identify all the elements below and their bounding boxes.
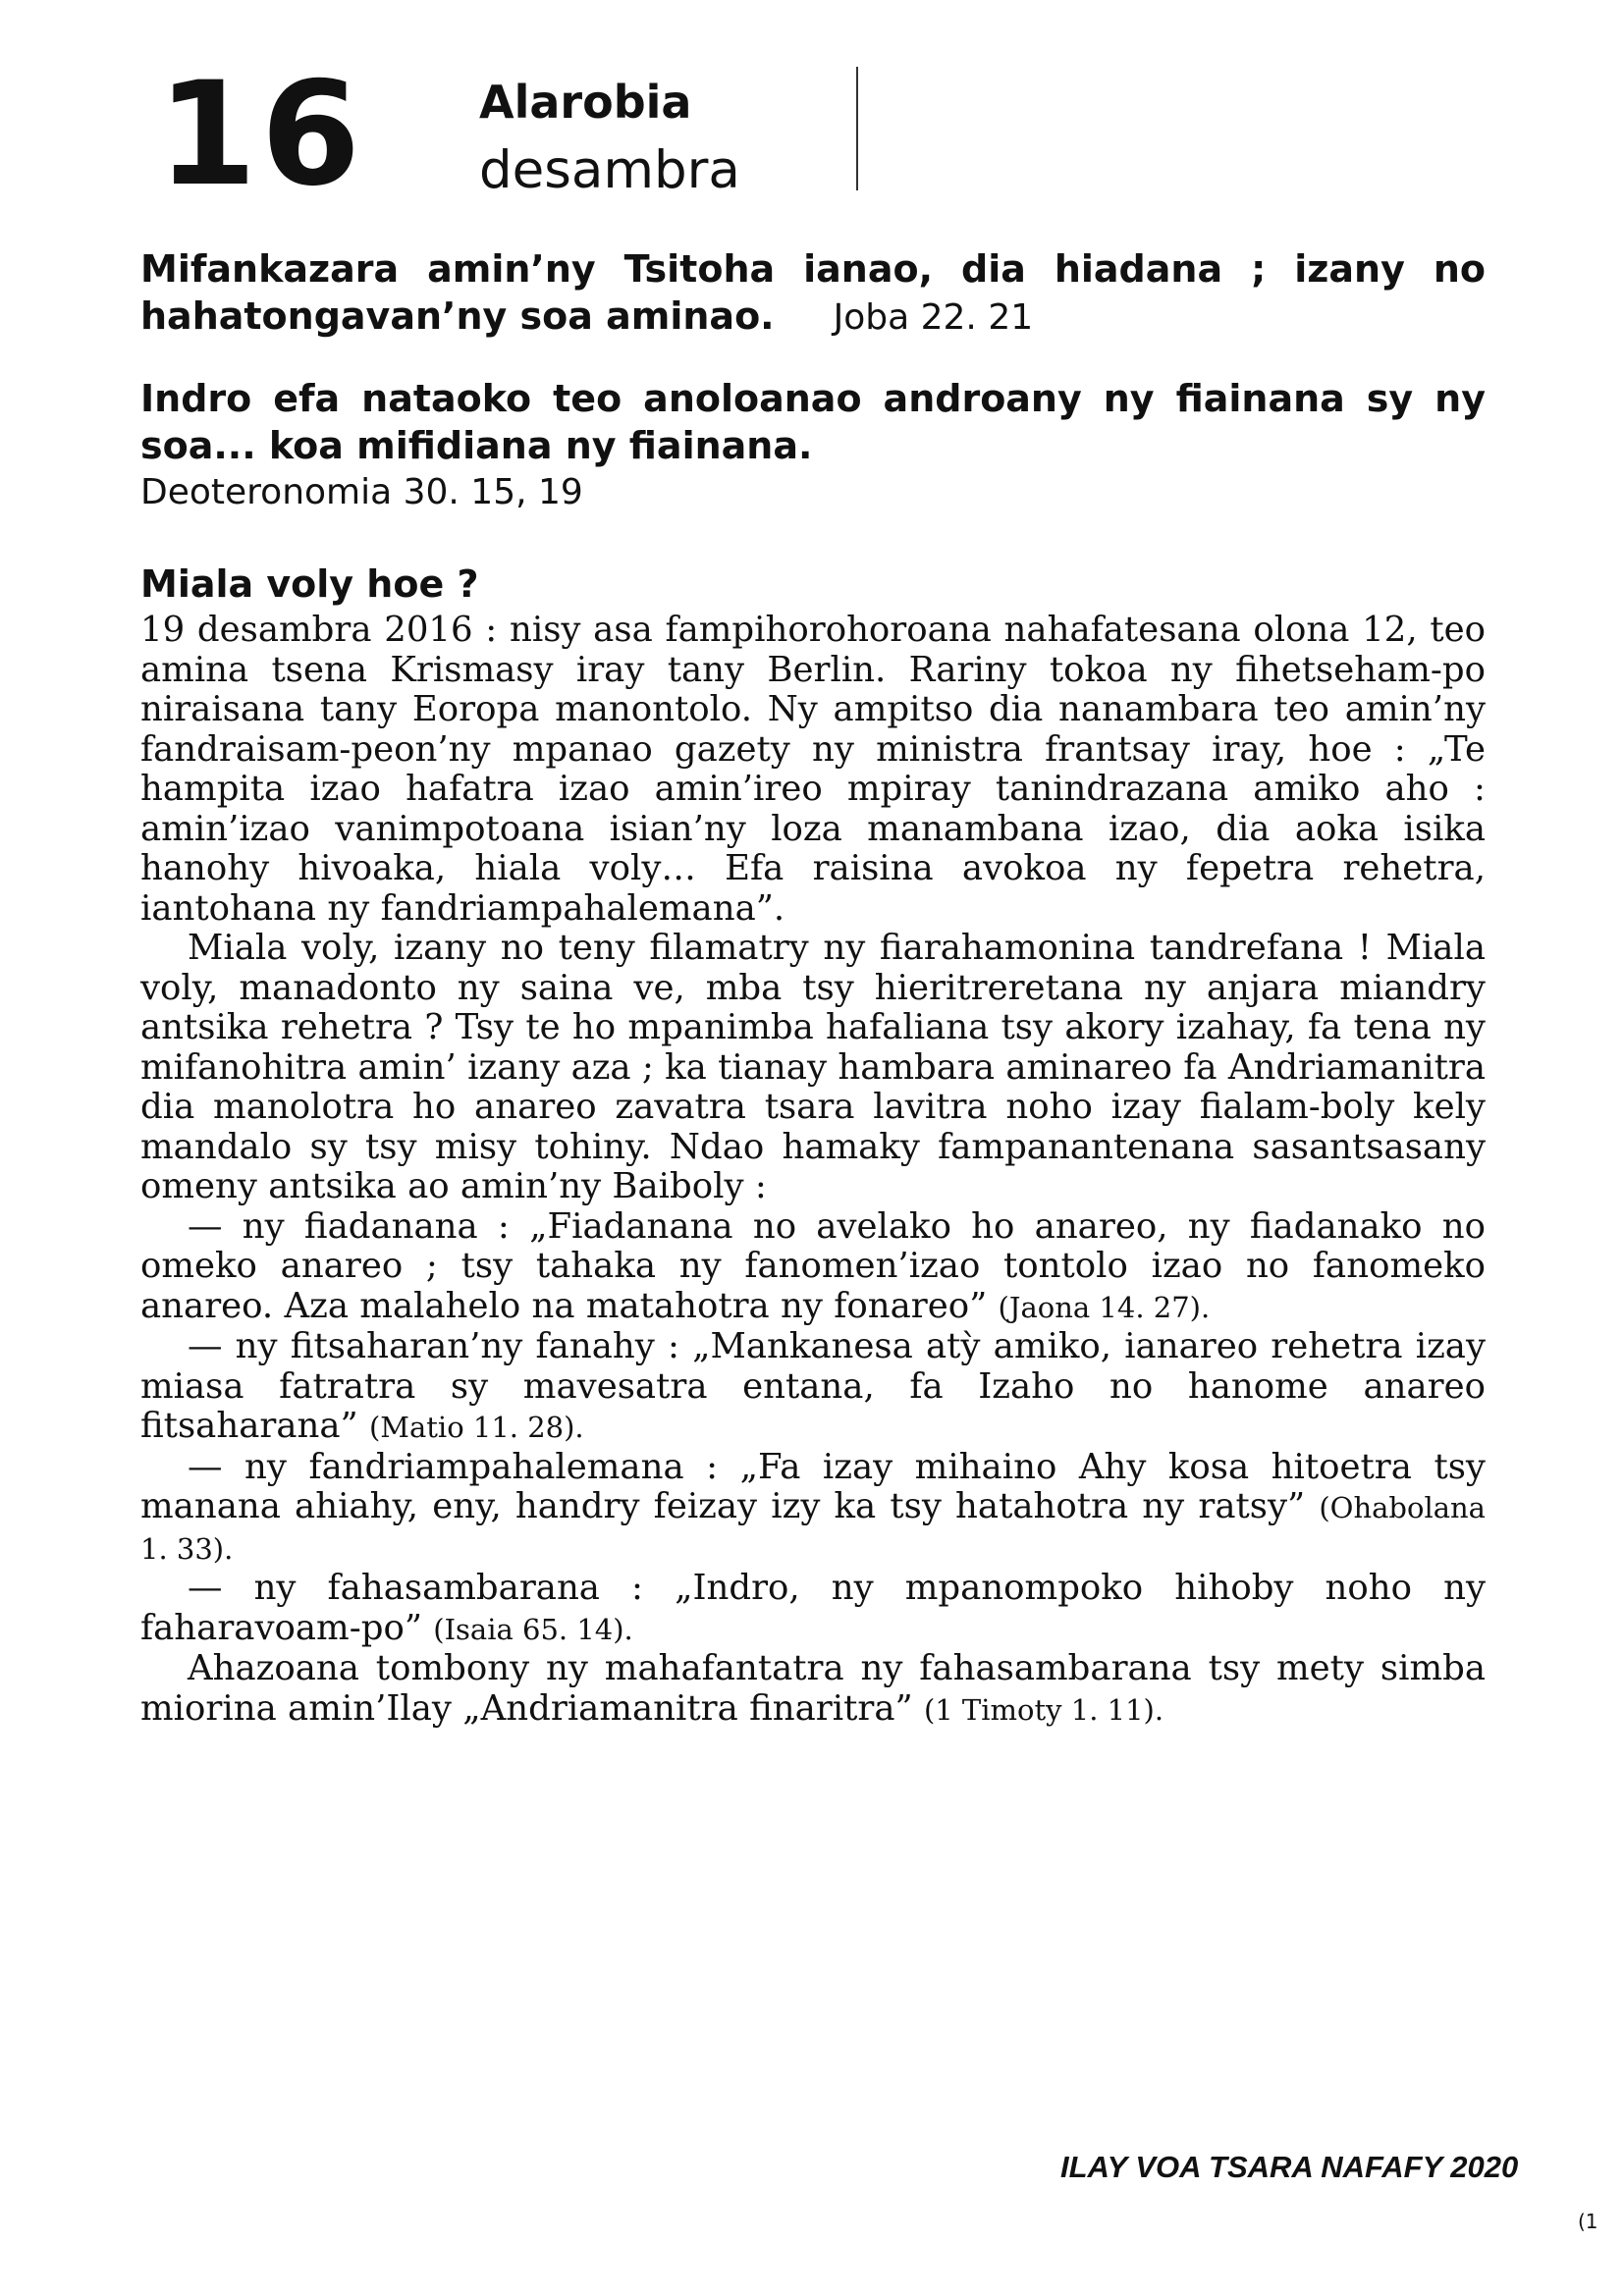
header-divider: [856, 67, 858, 190]
closing-text: Ahazoana tombony ny mahafantatra ny fahasambarana tsy mety simba miorina amin’Ilay „Andriamanitra finaritra”: [140, 1648, 1486, 1729]
promise-security-reference: (Ohabolana 1. 33).: [140, 1491, 1486, 1566]
promise-joy-reference: (Isaia 65. 14).: [433, 1612, 633, 1646]
closing-reference: (1 Timoty 1. 11).: [923, 1692, 1164, 1727]
promise-peace-reference: (Jaona 14. 27).: [998, 1290, 1211, 1324]
weekday: Alarobia: [479, 76, 692, 129]
verse-2: Indro efa nataoko teo anoloanao androany ny fiainana sy ny soa... koa mifidiana ny fiainana.: [140, 377, 1486, 467]
article-paragraph-3: [140, 1207, 1486, 1328]
date-header: [157, 51, 864, 218]
promise-rest-reference: (Matio 11. 28).: [368, 1411, 584, 1444]
devotional-article: [140, 560, 1486, 1730]
article-paragraph-6: [140, 1569, 1486, 1649]
verse-2-reference: Deoteronomia 30. 15, 19: [140, 472, 583, 512]
promise-joy-text: — ny fahasambarana : „Indro, ny mpanompoko hihoby noho ny faharavoam-po”: [140, 1568, 1486, 1648]
page-mark: (1: [1578, 2210, 1598, 2233]
article-paragraph-2: Miala voly, izany no teny filamatry ny fiarahamonina tandrefana ! Miala voly, manadonto ny saina ve, mba tsy hieritreretana ny anjara miandry antsika rehetra ? Tsy te ho mpanimba hafaliana tsy akory izahay, fa tena ny mifanohitra amin’ izany aza ; ka tianay hambara aminareo fa Andriamanitra dia manolotra ho anareo zavatra tsara lavitra noho izay fialam-boly kely mandalo sy tsy misy tohiny. Ndao hamaky fampanantenana sasantsasany omeny antsika ao amin’ny Baiboly :: [140, 928, 1486, 1206]
article-paragraph-1: 19 desambra 2016 : nisy asa fampihorohoroana nahafatesana olona 12, teo amina tsena Krismasy iray tany Berlin. Rariny tokoa ny fihetseham-po niraisana tany Eoropa manontolo. Ny ampitso dia nanambara teo amin’ny fandraisam-peon’ny mpanao gazety ny ministra frantsay iray, hoe : „Te hampita izao hafatra izao amin’ireo mpiray tanindrazana amiko aho : amin’izao vanimpotoana isian’ny loza manambana izao, dia aoka isika hanohy hivoaka, hiala voly… Efa raisina avokoa ny fepetra rehetra, iantohana ny fandriampahalemana”.: [140, 610, 1486, 929]
article-paragraph-5: [140, 1448, 1486, 1570]
publication-footer: ILAY VOA TSARA NAFAFY 2020: [1060, 2150, 1519, 2184]
promise-security-text: — ny fandriampahalemana : „Fa izay mihaino Ahy kosa hitoetra tsy manana ahiahy, eny, handry feizay izy ka tsy hatahotra ny ratsy”: [140, 1446, 1486, 1526]
day-number: 16: [157, 51, 365, 218]
promise-rest-text: — ny fitsaharan’ny fanahy : „Mankanesa atỳ amiko, ianareo rehetra izay miasa fatratra sy mavesatra entana, fa Izaho no hanome anareo fitsaharana”: [140, 1326, 1486, 1446]
verse-1-reference: Joba 22. 21: [833, 297, 1034, 338]
article-paragraph-4: [140, 1327, 1486, 1448]
verse-1-text: Mifankazara amin’ny Tsitoha ianao, dia hiadana ; izany no hahatongavan’ny soa aminao.: [140, 247, 1486, 338]
promise-peace-text: — ny fiadanana : „Fiadanana no avelako ho anareo, ny fiadanako no omeko anareo ; tsy tahaka ny fanomen’izao tontolo izao no fanomeko anareo. Aza malahelo na matahotra ny fonareo”: [140, 1205, 1486, 1326]
daily-verses: [140, 245, 1486, 516]
article-paragraph-7: [140, 1649, 1486, 1730]
article-title: Miala voly hoe ?: [140, 562, 479, 606]
month: desambra: [479, 140, 740, 200]
verse-1: [140, 245, 1486, 342]
